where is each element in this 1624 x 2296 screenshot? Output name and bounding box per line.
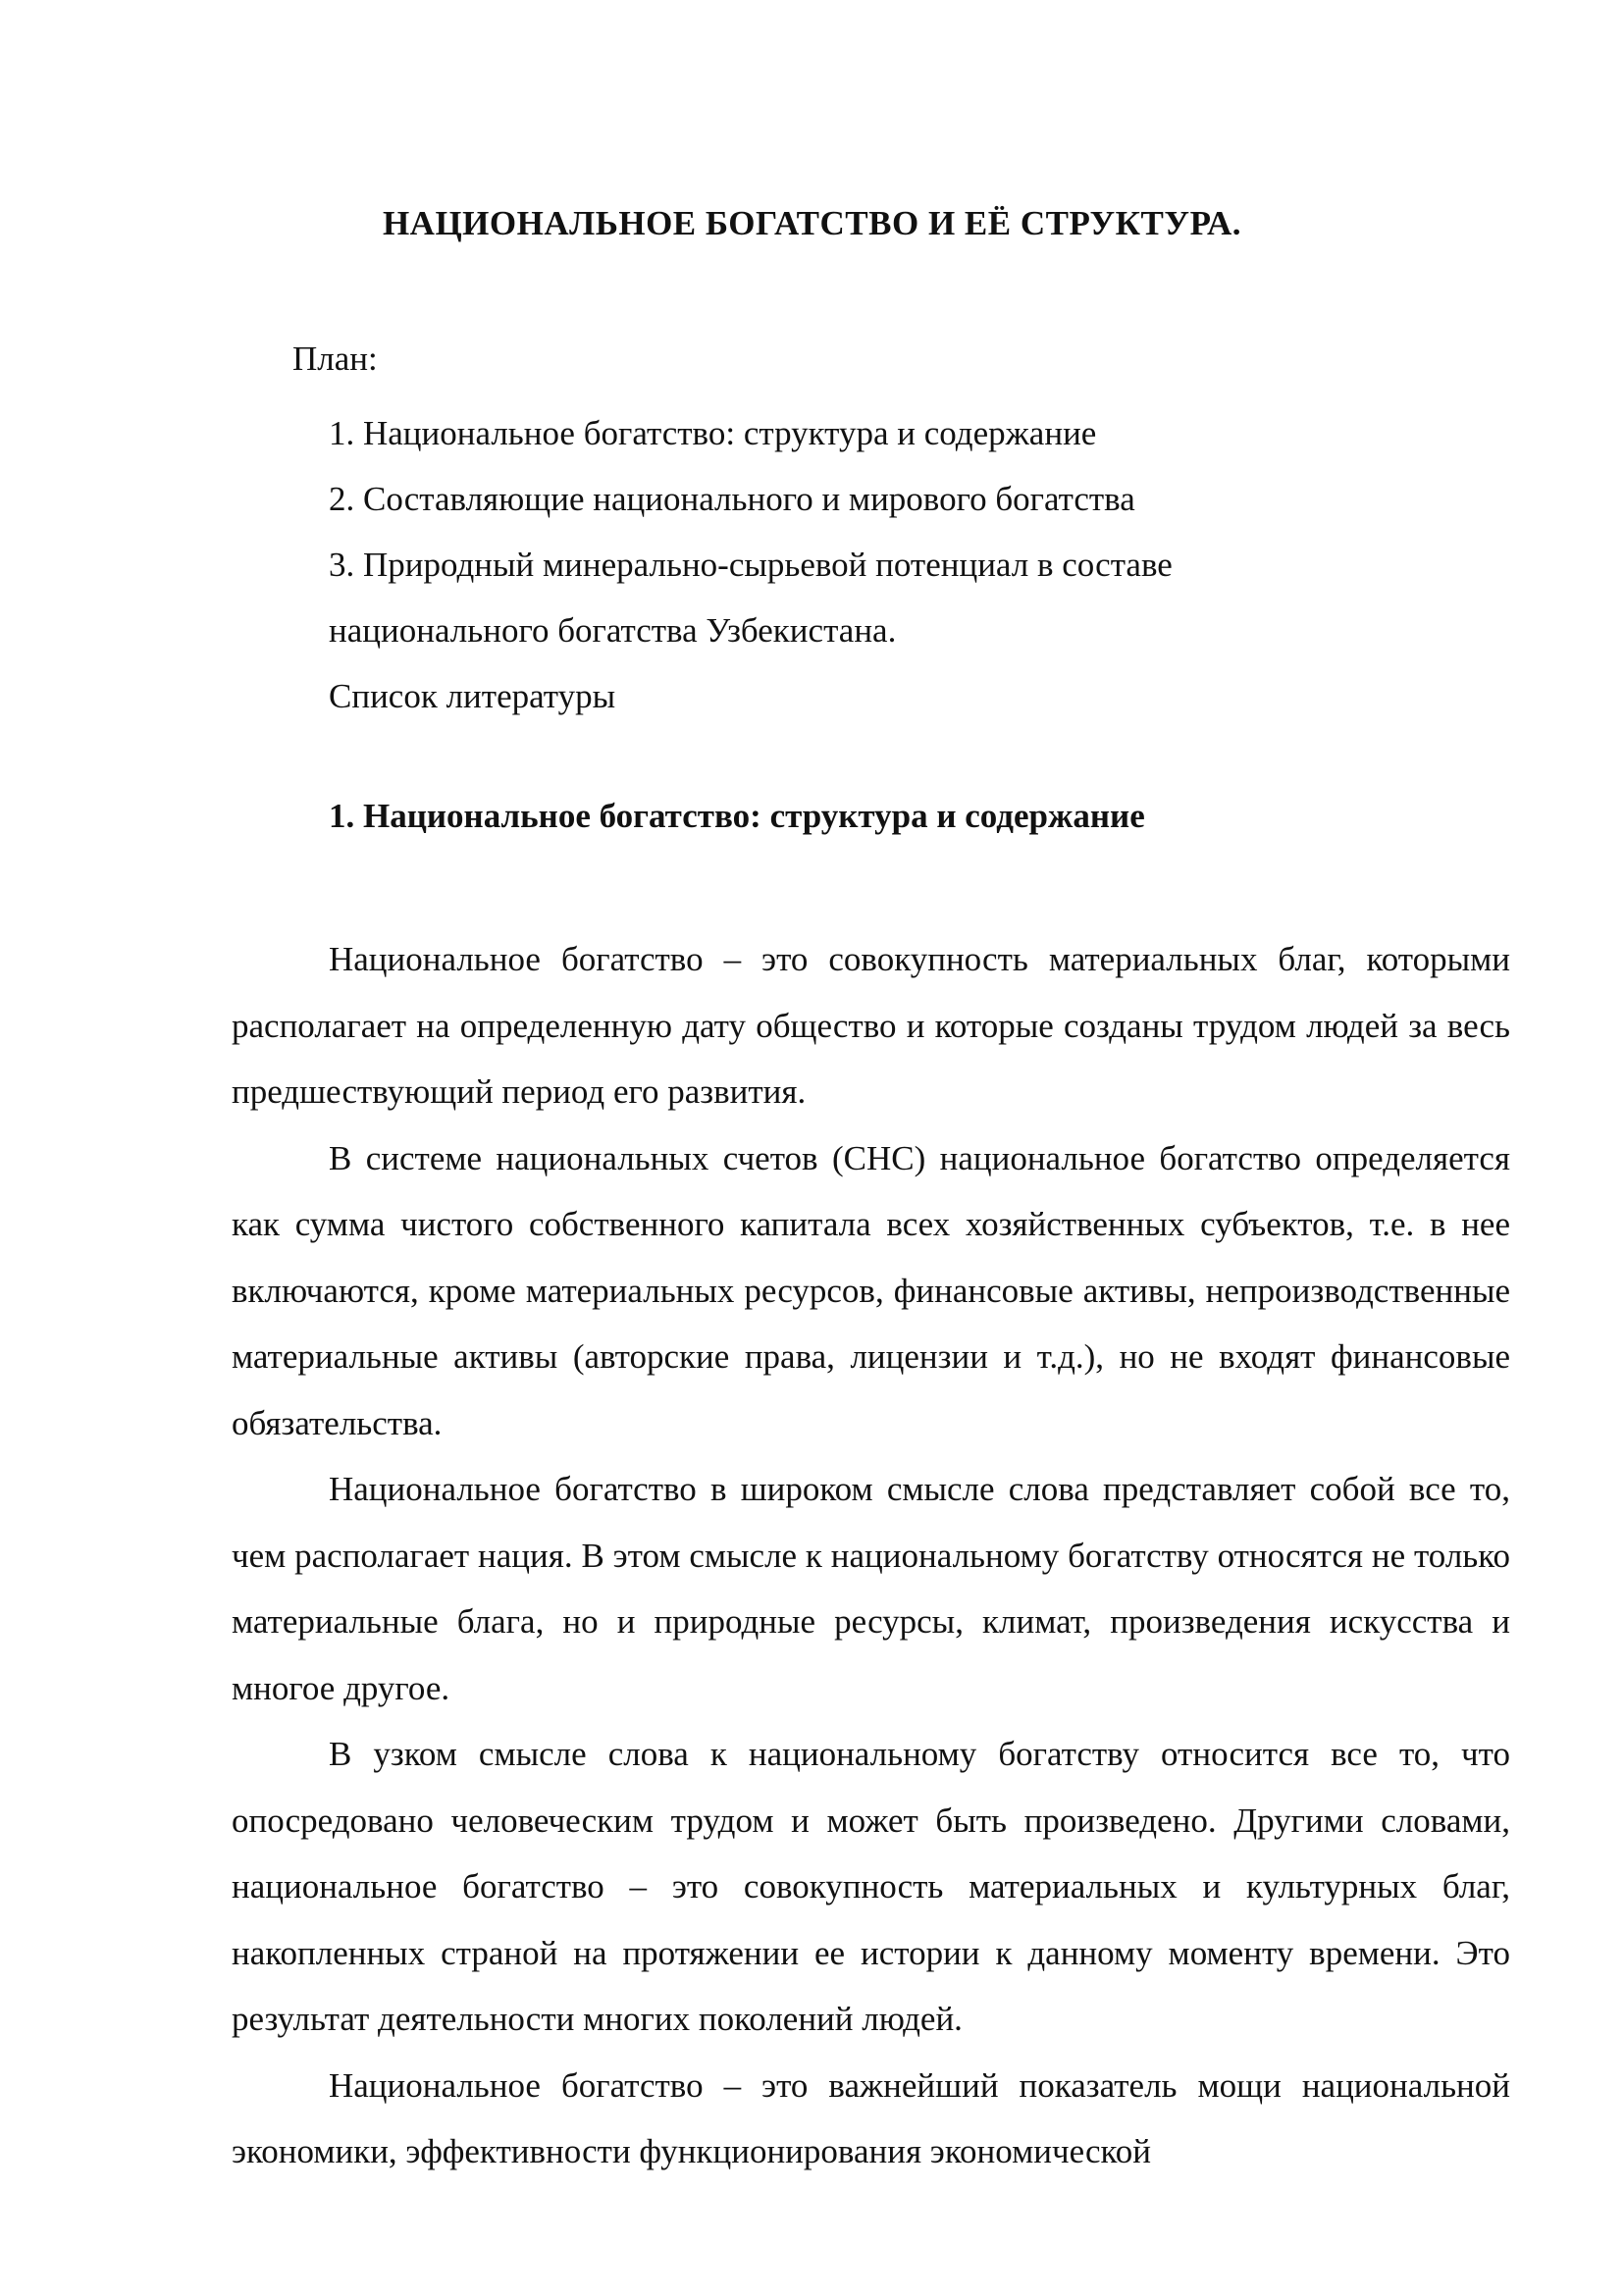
paragraph: Национальное богатство – это совокупность материальных благ, которыми располагает на определенную дату общество и которые созданы трудом людей за весь предшествующий период его развития. xyxy=(232,940,1510,1111)
plan-item-continuation: национального богатства Узбекистана. xyxy=(329,611,897,650)
plan-item: 3. Природный минерально-сырьевой потенциал в составе xyxy=(329,546,1173,584)
paragraph: Национальное богатство – это важнейший показатель мощи национальной экономики, эффективности функционирования экономической xyxy=(232,2065,1510,2170)
plan-item: 1. Национальное богатство: структура и содержание xyxy=(329,414,1097,452)
plan-item: 2. Составляющие национального и мирового богатства xyxy=(329,480,1135,518)
paragraph: В узком смысле слова к национальному богатству относится все то, что опосредовано человеческим трудом и может быть произведено. Другими словами, национальное богатство – это совокупность материальных и культурных благ, накопленных страной на протяжении ее истории к данному моменту времени. Это результат деятельности многих поколений людей. xyxy=(232,1735,1510,2038)
plan-list xyxy=(329,400,1173,729)
body-text xyxy=(232,926,1510,2185)
paragraph: В системе национальных счетов (СНС) национальное богатство определяется как сумма чистого собственного капитала всех хозяйственных субъектов, т.е. в нее включаются, кроме материальных ресурсов, финансовые активы, непроизводственные материальные активы (авторские права, лицензии и т.д.), но не входят финансовые обязательства. xyxy=(232,1138,1510,1442)
section-heading: 1. Национальное богатство: структура и содержание xyxy=(329,797,1145,835)
plan-label: План: xyxy=(292,339,378,378)
paragraph: Национальное богатство в широком смысле слова представляет собой все то, чем располагает нация. В этом смысле к национальному богатству относятся не только материальные блага, но и природные ресурсы, климат, произведения искусства и многое другое. xyxy=(232,1470,1510,1707)
document-title: НАЦИОНАЛЬНОЕ БОГАТСТВО И ЕЁ СТРУКТУРА. xyxy=(382,204,1242,242)
plan-item-references: Список литературы xyxy=(329,677,616,715)
